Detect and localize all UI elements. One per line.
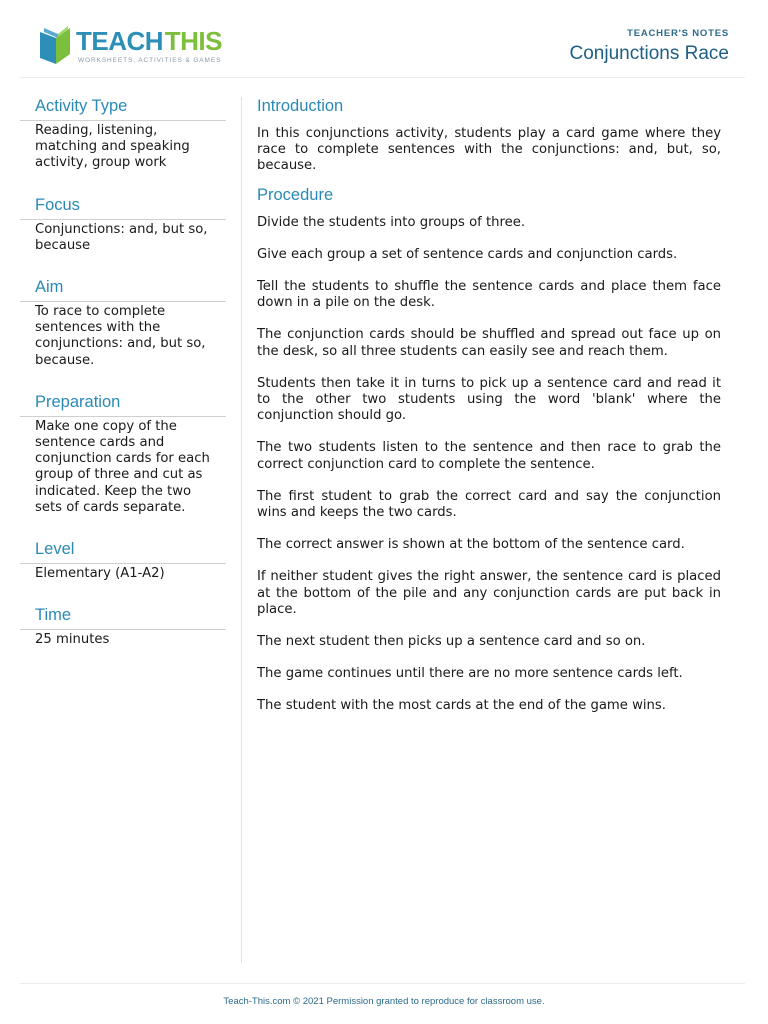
procedure-step: The next student then picks up a sentence card and so on. [257, 634, 646, 650]
procedure-step: The conjunction cards should be shuffled and spread out face up on the desk, so all three students can easily see and reach them. [257, 327, 721, 359]
teachers-notes-label: TEACHER'S NOTES [627, 28, 729, 39]
procedure-step: The game continues until there are no more sentence cards left. [257, 666, 683, 682]
preparation-section [20, 391, 226, 516]
introduction-text: In this conjunctions activity, students play a card game where they race to complete sentences with the conjunctions: and, but, so, because. [257, 126, 721, 174]
section-body: Elementary (A1-A2) [35, 566, 165, 582]
section-heading: Preparation [20, 391, 226, 417]
focus-section [20, 194, 226, 254]
logo-wordmark: TEACH THIS [76, 26, 222, 56]
column-divider [241, 97, 242, 963]
section-heading: Time [20, 604, 226, 630]
footer-divider [20, 983, 745, 984]
procedure-heading: Procedure [257, 185, 334, 204]
page-title: Conjunctions Race [569, 43, 729, 64]
section-body: Make one copy of the sentence cards and conjunction cards for each group of three and cut as indicated. Keep the two sets of cards separate. [35, 418, 210, 515]
section-body: Reading, listening, matching and speaking activity, group work [35, 123, 190, 171]
introduction-heading: Introduction [257, 97, 344, 115]
procedure-step: The correct answer is shown at the bottom of the sentence card. [257, 537, 685, 553]
footer-copyright[interactable]: Teach-This.com © 2021 Permission granted to reproduce for classroom use. [223, 996, 545, 1007]
section-heading: Aim [20, 276, 226, 302]
activity-type-section [20, 95, 226, 172]
aim-section [20, 276, 226, 369]
teach-this-logo[interactable] [36, 22, 236, 70]
section-heading: Focus [20, 194, 226, 220]
section-heading: Level [20, 538, 226, 564]
level-section [20, 538, 226, 582]
procedure-step: The two students listen to the sentence and then race to grab the correct conjunction card to complete the sentence. [257, 440, 721, 472]
sidebar [20, 95, 226, 670]
procedure-step: The student with the most cards at the end of the game wins. [257, 698, 666, 714]
procedure-step: Students then take it in turns to pick up a sentence card and read it to the other two students using the word 'blank' where the conjunction should go. [257, 375, 721, 424]
page-header [20, 0, 745, 78]
procedure-step: Divide the students into groups of three. [257, 214, 526, 230]
section-body: 25 minutes [35, 632, 110, 648]
section-heading: Activity Type [20, 95, 226, 121]
book-icon [36, 24, 74, 66]
procedure-step: The first student to grab the correct card and say the conjunction wins and keeps the two cards. [257, 488, 721, 521]
section-body: Conjunctions: and, but so, because [35, 221, 208, 253]
procedure-step: Tell the students to shuffle the sentence cards and place them face down in a pile on the desk. [257, 279, 721, 311]
section-body: To race to complete sentences with the conjunctions: and, but so, because. [35, 304, 206, 368]
main-content [257, 95, 721, 731]
logo-tagline: WORKSHEETS, ACTIVITIES & GAMES [78, 57, 222, 64]
time-section [20, 604, 226, 648]
procedure-step: If neither student gives the right answer, the sentence card is placed at the bottom of the pile and any conjunction cards are put back in place. [257, 569, 721, 617]
procedure-step: Give each group a set of sentence cards and conjunction cards. [257, 246, 678, 262]
